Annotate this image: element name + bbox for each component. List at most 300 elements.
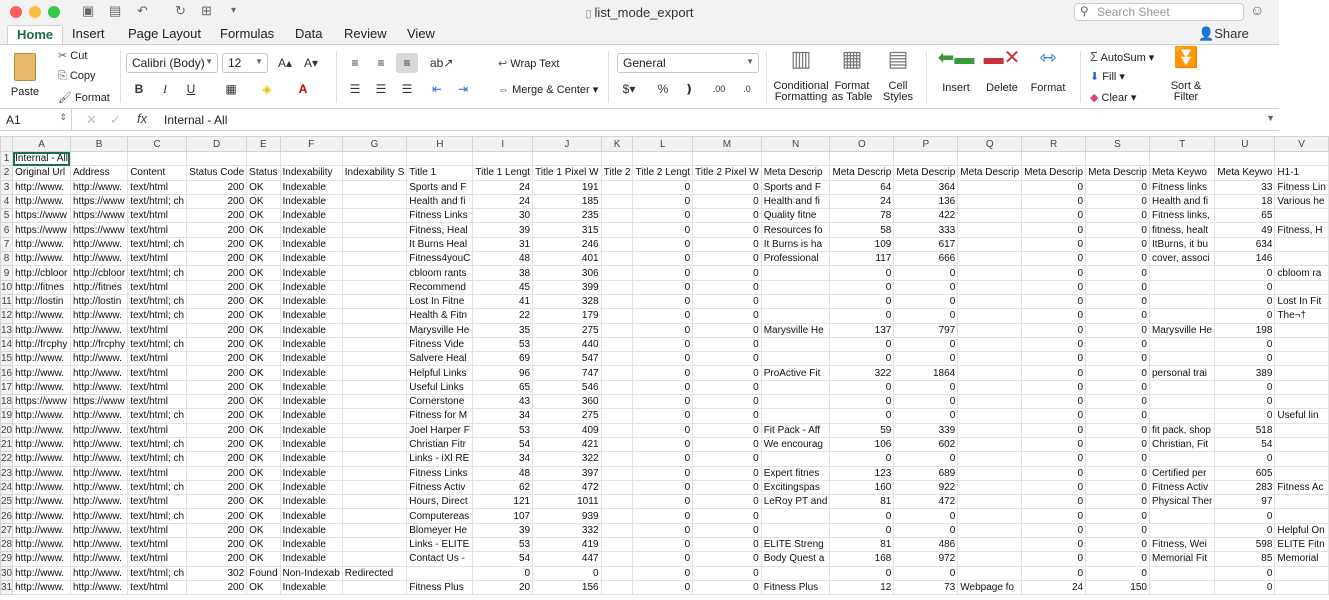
cell-r24[interactable]: 0 (1022, 480, 1086, 494)
cell-t23[interactable]: Certified per (1149, 466, 1214, 480)
cell-l23[interactable]: 0 (633, 466, 693, 480)
cell-t16[interactable]: personal trai (1149, 366, 1214, 380)
cell-e22[interactable]: OK (247, 452, 280, 466)
cell-a29[interactable]: http://www. (13, 552, 71, 566)
cell-g2[interactable]: Indexability S (342, 166, 406, 180)
row-header[interactable]: 2 (1, 166, 13, 180)
cell-b5[interactable]: https://www (70, 209, 127, 223)
cell-g19[interactable] (342, 409, 406, 423)
cell-g21[interactable] (342, 437, 406, 451)
cell-styles-button[interactable]: ▤ Cell Styles (876, 53, 920, 103)
cell-o25[interactable]: 81 (830, 495, 894, 509)
column-header-j[interactable]: J (533, 137, 602, 152)
customize-toolbar-icon[interactable]: ▾ (231, 5, 237, 16)
cell-t20[interactable]: fit pack, shop (1149, 423, 1214, 437)
cell-d12[interactable]: 200 (187, 309, 247, 323)
row-header[interactable]: 29 (1, 553, 13, 565)
cell-k28[interactable] (601, 538, 633, 552)
cell-n23[interactable]: Expert fitnes (761, 466, 830, 480)
cell-g30[interactable]: Redirected (342, 566, 406, 580)
cell-d23[interactable]: 200 (187, 466, 247, 480)
cell-h9[interactable]: cbloom rants (407, 266, 473, 280)
cell-s21[interactable]: 0 (1086, 437, 1150, 451)
cell-t18[interactable] (1149, 395, 1214, 409)
cell-b22[interactable]: http://www. (70, 452, 127, 466)
cell-f31[interactable]: Indexable (280, 580, 342, 594)
cell-v17[interactable] (1275, 380, 1328, 394)
cell-q15[interactable] (958, 352, 1022, 366)
cell-s4[interactable]: 0 (1086, 194, 1150, 208)
cell-b10[interactable]: http://fitnes (70, 280, 127, 294)
cell-j7[interactable]: 246 (533, 237, 602, 251)
column-header-s[interactable]: S (1086, 137, 1150, 152)
cell-i1[interactable] (473, 152, 533, 166)
cell-d26[interactable]: 200 (187, 509, 247, 523)
column-header-t[interactable]: T (1149, 137, 1214, 152)
cell-v22[interactable] (1275, 452, 1328, 466)
cell-t2[interactable]: Meta Keywo (1149, 166, 1214, 180)
cell-o23[interactable]: 123 (830, 466, 894, 480)
cell-d20[interactable]: 200 (187, 423, 247, 437)
cell-g28[interactable] (342, 538, 406, 552)
cell-m13[interactable]: 0 (693, 323, 762, 337)
cell-j8[interactable]: 401 (533, 252, 602, 266)
tab-home[interactable]: Home (7, 25, 63, 44)
cell-e24[interactable]: OK (247, 480, 280, 494)
cell-o24[interactable]: 160 (830, 480, 894, 494)
cell-e5[interactable]: OK (247, 209, 280, 223)
cell-r19[interactable]: 0 (1022, 409, 1086, 423)
cell-s15[interactable]: 0 (1086, 352, 1150, 366)
cell-s28[interactable]: 0 (1086, 538, 1150, 552)
cell-g18[interactable] (342, 395, 406, 409)
cell-v18[interactable] (1275, 395, 1328, 409)
cell-f18[interactable]: Indexable (280, 395, 342, 409)
cell-g5[interactable] (342, 209, 406, 223)
cell-v20[interactable] (1275, 423, 1328, 437)
orientation-icon[interactable]: ab↗ (430, 56, 454, 70)
cell-d28[interactable]: 200 (187, 538, 247, 552)
cell-d6[interactable]: 200 (187, 223, 247, 237)
comma-icon[interactable]: ❫ (683, 82, 695, 96)
cell-v8[interactable] (1275, 252, 1328, 266)
cell-b30[interactable]: http://www. (70, 566, 127, 580)
cell-v2[interactable]: H1-1 (1275, 166, 1328, 180)
row-header[interactable]: 1 (1, 152, 13, 166)
cell-i4[interactable]: 24 (473, 194, 533, 208)
cell-s14[interactable]: 0 (1086, 337, 1150, 351)
cell-n26[interactable] (761, 509, 830, 523)
cell-i10[interactable]: 45 (473, 280, 533, 294)
cell-r9[interactable]: 0 (1022, 266, 1086, 280)
cell-t30[interactable] (1149, 566, 1214, 580)
cell-m6[interactable]: 0 (693, 223, 762, 237)
cell-d21[interactable]: 200 (187, 437, 247, 451)
cell-c5[interactable]: text/html (128, 209, 187, 223)
cell-g31[interactable] (342, 580, 406, 594)
increase-indent-icon[interactable]: ⇥ (457, 82, 469, 96)
cell-u29[interactable]: 85 (1215, 552, 1275, 566)
cell-b26[interactable]: http://www. (70, 509, 127, 523)
cell-h29[interactable]: Contact Us - (407, 552, 473, 566)
cell-f1[interactable] (280, 152, 342, 166)
cell-s23[interactable]: 0 (1086, 466, 1150, 480)
row-header[interactable]: 20 (1, 424, 13, 436)
cell-i17[interactable]: 65 (473, 380, 533, 394)
cell-g14[interactable] (342, 337, 406, 351)
cell-f14[interactable]: Indexable (280, 337, 342, 351)
cell-m11[interactable]: 0 (693, 294, 762, 308)
cell-a5[interactable]: https://www (13, 209, 71, 223)
cell-c16[interactable]: text/html (128, 366, 187, 380)
cell-e18[interactable]: OK (247, 395, 280, 409)
column-header-i[interactable]: I (473, 137, 533, 152)
increase-decimal-icon[interactable]: .00 (712, 84, 726, 94)
column-header-v[interactable]: V (1275, 137, 1328, 152)
cell-d2[interactable]: Status Code (187, 166, 247, 180)
cell-q10[interactable] (958, 280, 1022, 294)
cell-g27[interactable] (342, 523, 406, 537)
cell-e15[interactable]: OK (247, 352, 280, 366)
cell-e25[interactable]: OK (247, 495, 280, 509)
cell-u23[interactable]: 605 (1215, 466, 1275, 480)
cell-h20[interactable]: Joel Harper F (407, 423, 473, 437)
cell-f29[interactable]: Indexable (280, 552, 342, 566)
cell-v1[interactable] (1275, 152, 1328, 166)
cell-m24[interactable]: 0 (693, 480, 762, 494)
cell-c10[interactable]: text/html (128, 280, 187, 294)
cell-m30[interactable]: 0 (693, 566, 762, 580)
cell-b28[interactable]: http://www. (70, 538, 127, 552)
cell-a14[interactable]: http://frcphy (13, 337, 71, 351)
column-header-e[interactable]: E (247, 137, 280, 152)
cell-m23[interactable]: 0 (693, 466, 762, 480)
cell-m26[interactable]: 0 (693, 509, 762, 523)
cell-o18[interactable]: 0 (830, 395, 894, 409)
cell-l5[interactable]: 0 (633, 209, 693, 223)
cell-u5[interactable]: 65 (1215, 209, 1275, 223)
cell-l18[interactable]: 0 (633, 395, 693, 409)
cell-k30[interactable] (601, 566, 633, 580)
cell-v26[interactable] (1275, 509, 1328, 523)
cell-d24[interactable]: 200 (187, 480, 247, 494)
cell-p8[interactable]: 666 (894, 252, 958, 266)
cell-l19[interactable]: 0 (633, 409, 693, 423)
cell-j21[interactable]: 421 (533, 437, 602, 451)
cell-d17[interactable]: 200 (187, 380, 247, 394)
cell-a11[interactable]: http://lostin (13, 294, 71, 308)
column-header-a[interactable]: A (13, 137, 71, 152)
cell-t12[interactable] (1149, 309, 1214, 323)
cell-a6[interactable]: https://www (13, 223, 71, 237)
cell-v29[interactable]: Memorial (1275, 552, 1328, 566)
cell-l29[interactable]: 0 (633, 552, 693, 566)
cell-t26[interactable] (1149, 509, 1214, 523)
cell-s24[interactable]: 0 (1086, 480, 1150, 494)
cell-f24[interactable]: Indexable (280, 480, 342, 494)
cell-u15[interactable]: 0 (1215, 352, 1275, 366)
cell-j31[interactable]: 156 (533, 580, 602, 594)
cell-c15[interactable]: text/html (128, 352, 187, 366)
cell-s7[interactable]: 0 (1086, 237, 1150, 251)
cell-v16[interactable] (1275, 366, 1328, 380)
cell-l20[interactable]: 0 (633, 423, 693, 437)
cell-k2[interactable]: Title 2 (601, 166, 633, 180)
cell-t21[interactable]: Christian, Fit (1149, 437, 1214, 451)
cell-j25[interactable]: 1011 (533, 495, 602, 509)
cell-v9[interactable]: cbloom ra (1275, 266, 1328, 280)
cell-t28[interactable]: Fitness, Wei (1149, 538, 1214, 552)
currency-icon[interactable]: $▾ (622, 82, 636, 96)
align-bottom-icon[interactable]: ≡ (396, 53, 418, 73)
cell-h25[interactable]: Hours, Direct (407, 495, 473, 509)
cell-s9[interactable]: 0 (1086, 266, 1150, 280)
cell-t22[interactable] (1149, 452, 1214, 466)
cell-r17[interactable]: 0 (1022, 380, 1086, 394)
cell-t7[interactable]: ItBurns, it bu (1149, 237, 1214, 251)
cell-m4[interactable]: 0 (693, 194, 762, 208)
column-header-g[interactable]: G (342, 137, 406, 152)
format-cells-button[interactable]: ⇿ Format (1026, 53, 1070, 94)
column-header-l[interactable]: L (633, 137, 693, 152)
cell-a21[interactable]: http://www. (13, 437, 71, 451)
cell-m29[interactable]: 0 (693, 552, 762, 566)
cell-k26[interactable] (601, 509, 633, 523)
format-as-table-button[interactable]: ▦ Format as Table (828, 53, 876, 103)
cell-h2[interactable]: Title 1 (407, 166, 473, 180)
cell-e17[interactable]: OK (247, 380, 280, 394)
cell-v31[interactable] (1275, 580, 1328, 594)
cell-j24[interactable]: 472 (533, 480, 602, 494)
cell-l31[interactable]: 0 (633, 580, 693, 594)
cell-l12[interactable]: 0 (633, 309, 693, 323)
cell-k23[interactable] (601, 466, 633, 480)
cell-n21[interactable]: We encourag (761, 437, 830, 451)
cell-f12[interactable]: Indexable (280, 309, 342, 323)
cell-f10[interactable]: Indexable (280, 280, 342, 294)
cell-j4[interactable]: 185 (533, 194, 602, 208)
cell-f8[interactable]: Indexable (280, 252, 342, 266)
cell-u21[interactable]: 54 (1215, 437, 1275, 451)
cell-l13[interactable]: 0 (633, 323, 693, 337)
tab-data[interactable]: Data (295, 26, 323, 41)
cell-g26[interactable] (342, 509, 406, 523)
cell-s25[interactable]: 0 (1086, 495, 1150, 509)
cell-p23[interactable]: 689 (894, 466, 958, 480)
cell-u25[interactable]: 97 (1215, 495, 1275, 509)
cell-n9[interactable] (761, 266, 830, 280)
row-header[interactable]: 10 (1, 281, 13, 293)
cell-m21[interactable]: 0 (693, 437, 762, 451)
cell-g3[interactable] (342, 180, 406, 194)
row-header[interactable]: 26 (1, 510, 13, 522)
cell-e20[interactable]: OK (247, 423, 280, 437)
cell-t24[interactable]: Fitness Activ (1149, 480, 1214, 494)
cell-r27[interactable]: 0 (1022, 523, 1086, 537)
cell-c1[interactable] (128, 152, 187, 166)
cell-o15[interactable]: 0 (830, 352, 894, 366)
cell-m31[interactable]: 0 (693, 580, 762, 594)
cell-d4[interactable]: 200 (187, 194, 247, 208)
cell-q7[interactable] (958, 237, 1022, 251)
cell-q6[interactable] (958, 223, 1022, 237)
cell-o4[interactable]: 24 (830, 194, 894, 208)
cell-j14[interactable]: 440 (533, 337, 602, 351)
cell-n13[interactable]: Marysville He (761, 323, 830, 337)
cell-m15[interactable]: 0 (693, 352, 762, 366)
cell-i12[interactable]: 22 (473, 309, 533, 323)
cell-a2[interactable]: Original Url (13, 166, 71, 180)
cell-v25[interactable] (1275, 495, 1328, 509)
cell-v11[interactable]: Lost In Fit (1275, 294, 1328, 308)
cell-s11[interactable]: 0 (1086, 294, 1150, 308)
cell-f17[interactable]: Indexable (280, 380, 342, 394)
cell-i20[interactable]: 53 (473, 423, 533, 437)
cell-f26[interactable]: Indexable (280, 509, 342, 523)
cell-o16[interactable]: 322 (830, 366, 894, 380)
cell-s5[interactable]: 0 (1086, 209, 1150, 223)
row-header[interactable]: 30 (1, 567, 13, 579)
cell-a9[interactable]: http://cbloor (13, 266, 71, 280)
autosum-button[interactable]: Σ AutoSum ▾ (1090, 49, 1155, 64)
column-header-b[interactable]: B (70, 137, 127, 152)
cell-t1[interactable] (1149, 152, 1214, 166)
cell-o28[interactable]: 81 (830, 538, 894, 552)
cut-button[interactable]: ✂ Cut (58, 50, 88, 62)
cell-q11[interactable] (958, 294, 1022, 308)
cell-f19[interactable]: Indexable (280, 409, 342, 423)
cell-u12[interactable]: 0 (1215, 309, 1275, 323)
cell-h19[interactable]: Fitness for M (407, 409, 473, 423)
cell-r18[interactable]: 0 (1022, 395, 1086, 409)
cell-o27[interactable]: 0 (830, 523, 894, 537)
cell-r5[interactable]: 0 (1022, 209, 1086, 223)
cell-i22[interactable]: 34 (473, 452, 533, 466)
cell-q14[interactable] (958, 337, 1022, 351)
cell-j1[interactable] (533, 152, 602, 166)
cell-k24[interactable] (601, 480, 633, 494)
cell-q20[interactable] (958, 423, 1022, 437)
cell-h23[interactable]: Fitness Links (407, 466, 473, 480)
cell-l17[interactable]: 0 (633, 380, 693, 394)
cell-t13[interactable]: Marysville He (1149, 323, 1214, 337)
cell-h18[interactable]: Cornerstone (407, 395, 473, 409)
cell-h3[interactable]: Sports and F (407, 180, 473, 194)
function-icon[interactable]: fx (137, 111, 148, 126)
cell-r22[interactable]: 0 (1022, 452, 1086, 466)
cell-l24[interactable]: 0 (633, 480, 693, 494)
cell-l14[interactable]: 0 (633, 337, 693, 351)
cell-f5[interactable]: Indexable (280, 209, 342, 223)
font-name-select[interactable]: Calibri (Body) ▼ (126, 53, 218, 73)
cell-p6[interactable]: 333 (894, 223, 958, 237)
cell-r31[interactable]: 24 (1022, 580, 1086, 594)
cell-t17[interactable] (1149, 380, 1214, 394)
cell-m16[interactable]: 0 (693, 366, 762, 380)
cell-q22[interactable] (958, 452, 1022, 466)
search-sheet-input[interactable]: ⚲ Search Sheet (1074, 3, 1244, 21)
cell-r25[interactable]: 0 (1022, 495, 1086, 509)
align-middle-icon[interactable]: ≡ (377, 56, 385, 70)
cell-e31[interactable]: OK (247, 580, 280, 594)
cell-e3[interactable]: OK (247, 180, 280, 194)
cell-c7[interactable]: text/html; ch (128, 237, 187, 251)
cell-m12[interactable]: 0 (693, 309, 762, 323)
confirm-icon[interactable]: ✓ (110, 112, 121, 127)
cell-p1[interactable] (894, 152, 958, 166)
cell-c22[interactable]: text/html; ch (128, 452, 187, 466)
cell-i8[interactable]: 48 (473, 252, 533, 266)
column-header-r[interactable]: R (1022, 137, 1086, 152)
cell-b4[interactable]: https://www (70, 194, 127, 208)
cell-c2[interactable]: Content (128, 166, 187, 180)
cell-g6[interactable] (342, 223, 406, 237)
cell-u11[interactable]: 0 (1215, 294, 1275, 308)
cell-r15[interactable]: 0 (1022, 352, 1086, 366)
cell-e4[interactable]: OK (247, 194, 280, 208)
tab-insert[interactable]: Insert (72, 26, 105, 41)
cell-u13[interactable]: 198 (1215, 323, 1275, 337)
cell-q19[interactable] (958, 409, 1022, 423)
cell-b2[interactable]: Address (70, 166, 127, 180)
cell-l21[interactable]: 0 (633, 437, 693, 451)
cell-k15[interactable] (601, 352, 633, 366)
cell-u26[interactable]: 0 (1215, 509, 1275, 523)
cell-s13[interactable]: 0 (1086, 323, 1150, 337)
decrease-decimal-icon[interactable]: .0 (743, 84, 751, 94)
cell-p10[interactable]: 0 (894, 280, 958, 294)
cell-k11[interactable] (601, 294, 633, 308)
cell-q21[interactable] (958, 437, 1022, 451)
cell-r12[interactable]: 0 (1022, 309, 1086, 323)
cell-c19[interactable]: text/html; ch (128, 409, 187, 423)
cell-t31[interactable] (1149, 580, 1214, 594)
cell-d30[interactable]: 302 (187, 566, 247, 580)
cell-u3[interactable]: 33 (1215, 180, 1275, 194)
cell-g12[interactable] (342, 309, 406, 323)
cell-e16[interactable]: OK (247, 366, 280, 380)
row-header[interactable]: 24 (1, 481, 13, 493)
cell-j3[interactable]: 191 (533, 180, 602, 194)
cell-k25[interactable] (601, 495, 633, 509)
fill-button[interactable]: ⬇ Fill ▾ (1090, 71, 1125, 83)
cell-e28[interactable]: OK (247, 538, 280, 552)
cell-c4[interactable]: text/html; ch (128, 194, 187, 208)
cell-h22[interactable]: Links - iXl RE (407, 452, 473, 466)
cell-i23[interactable]: 48 (473, 466, 533, 480)
cell-k12[interactable] (601, 309, 633, 323)
cell-r3[interactable]: 0 (1022, 180, 1086, 194)
cell-o13[interactable]: 137 (830, 323, 894, 337)
cell-u18[interactable]: 0 (1215, 395, 1275, 409)
cell-l26[interactable]: 0 (633, 509, 693, 523)
column-header-f[interactable]: F (280, 137, 342, 152)
cell-i19[interactable]: 34 (473, 409, 533, 423)
cell-p12[interactable]: 0 (894, 309, 958, 323)
cell-j15[interactable]: 547 (533, 352, 602, 366)
cell-h24[interactable]: Fitness Activ (407, 480, 473, 494)
cell-c24[interactable]: text/html; ch (128, 480, 187, 494)
cell-f9[interactable]: Indexable (280, 266, 342, 280)
cell-a30[interactable]: http://www. (13, 566, 71, 580)
cell-l15[interactable]: 0 (633, 352, 693, 366)
cell-m19[interactable]: 0 (693, 409, 762, 423)
cell-e11[interactable]: OK (247, 294, 280, 308)
conditional-formatting-button[interactable]: ▥ Conditional Formatting (773, 46, 829, 103)
cell-s3[interactable]: 0 (1086, 180, 1150, 194)
cell-n22[interactable] (761, 452, 830, 466)
insert-cells-button[interactable]: ⬅▬ Insert (934, 53, 978, 94)
